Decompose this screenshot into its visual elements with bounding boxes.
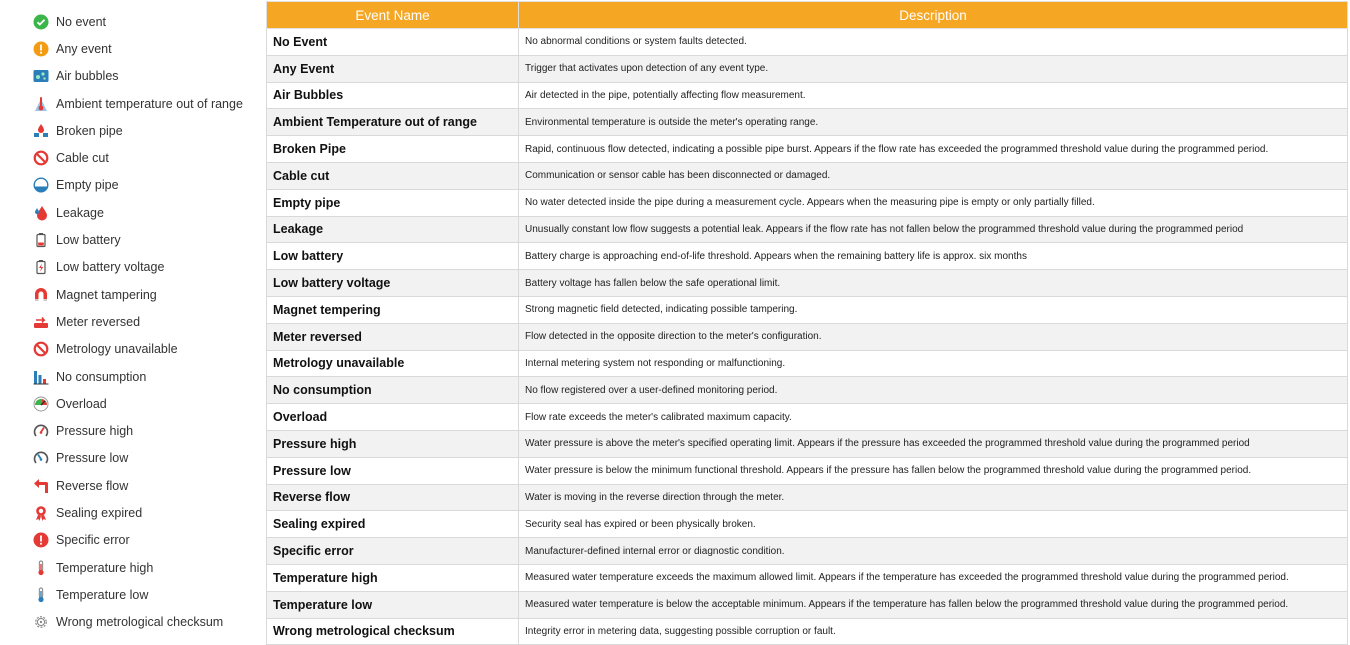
legend-label: Specific error — [56, 533, 130, 548]
legend-item — [0, 8, 260, 35]
table-row — [267, 216, 1348, 243]
table-row — [267, 29, 1348, 56]
legend-item — [0, 472, 260, 499]
icon-legend — [0, 8, 260, 636]
event-description-cell: Water pressure is above the meter's specified operating limit. Appears if the pressure has exceeded the programmed threshold value during the programmed period — [519, 430, 1348, 457]
event-description-cell: Trigger that activates upon detection of any event type. — [519, 55, 1348, 82]
events-table — [266, 1, 1348, 645]
event-description-cell: No water detected inside the pipe during a measurement cycle. Appears when the measuring pipe is empty or only partially filled. — [519, 189, 1348, 216]
event-description-cell: Water is moving in the reverse direction through the meter. — [519, 484, 1348, 511]
table-row — [267, 162, 1348, 189]
legend-item — [0, 363, 260, 390]
header-description: Description — [519, 2, 1348, 29]
leakage-icon — [33, 205, 49, 221]
table-row — [267, 404, 1348, 431]
event-description-cell: No flow registered over a user-defined monitoring period. — [519, 377, 1348, 404]
thermometer-icon — [33, 560, 49, 576]
legend-label: Overload — [56, 396, 107, 411]
legend-label: Air bubbles — [56, 69, 119, 84]
legend-label: Ambient temperature out of range — [56, 96, 243, 111]
legend-item — [0, 144, 260, 171]
table-row — [267, 377, 1348, 404]
legend-label: Metrology unavailable — [56, 342, 178, 357]
low-battery-icon — [33, 232, 49, 248]
pressure-gauge-icon — [33, 450, 49, 466]
event-name-cell: Meter reversed — [267, 323, 519, 350]
event-name-cell: Temperature low — [267, 591, 519, 618]
event-description-cell: Manufacturer-defined internal error or diagnostic condition. — [519, 538, 1348, 565]
event-description-cell: Measured water temperature is below the acceptable minimum. Appears if the temperature has fallen below the programmed threshold value during the programmed period. — [519, 591, 1348, 618]
event-description-cell: Rapid, continuous flow detected, indicating a possible pipe burst. Appears if the flow rate has exceeded the programmed threshold value during the programmed period. — [519, 136, 1348, 163]
event-description-cell: Internal metering system not responding or malfunctioning. — [519, 350, 1348, 377]
legend-label: Reverse flow — [56, 478, 129, 493]
legend-item — [0, 527, 260, 554]
event-name-cell: Overload — [267, 404, 519, 431]
table-row — [267, 618, 1348, 645]
event-name-cell: Ambient Temperature out of range — [267, 109, 519, 136]
table-row — [267, 82, 1348, 109]
broken-pipe-icon — [33, 123, 49, 139]
table-row — [267, 243, 1348, 270]
legend-item — [0, 308, 260, 335]
exclamation-circle-icon — [33, 532, 49, 548]
legend-item — [0, 445, 260, 472]
event-description-cell: Security seal has expired or been physically broken. — [519, 511, 1348, 538]
empty-pipe-icon — [33, 177, 49, 193]
table-row — [267, 270, 1348, 297]
legend-item — [0, 117, 260, 144]
legend-item — [0, 554, 260, 581]
legend-item — [0, 254, 260, 281]
reverse-arrow-icon — [33, 478, 49, 494]
event-name-cell: Specific error — [267, 538, 519, 565]
legend-item — [0, 417, 260, 444]
table-row — [267, 591, 1348, 618]
event-name-cell: Low battery — [267, 243, 519, 270]
event-name-cell: No Event — [267, 29, 519, 56]
bar-chart-icon — [33, 369, 49, 385]
event-description-cell: Unusually constant low flow suggests a potential leak. Appears if the flow rate has not fallen below the programmed threshold value during the programmed period — [519, 216, 1348, 243]
table-row — [267, 457, 1348, 484]
ambient-temperature-icon — [33, 96, 49, 112]
table-row — [267, 296, 1348, 323]
table-row — [267, 538, 1348, 565]
gear-icon — [33, 614, 49, 630]
gauge-icon — [33, 396, 49, 412]
legend-item — [0, 35, 260, 62]
legend-item — [0, 199, 260, 226]
event-description-cell: No abnormal conditions or system faults detected. — [519, 29, 1348, 56]
table-row — [267, 109, 1348, 136]
table-row — [267, 189, 1348, 216]
event-name-cell: Reverse flow — [267, 484, 519, 511]
event-name-cell: Broken Pipe — [267, 136, 519, 163]
event-description-cell: Battery charge is approaching end-of-life threshold. Appears when the remaining battery life is approx. six months — [519, 243, 1348, 270]
event-description-cell: Environmental temperature is outside the meter's operating range. — [519, 109, 1348, 136]
legend-label: Pressure high — [56, 424, 134, 439]
table-row — [267, 430, 1348, 457]
event-description-cell: Strong magnetic field detected, indicating possible tampering. — [519, 296, 1348, 323]
event-name-cell: Metrology unavailable — [267, 350, 519, 377]
event-description-cell: Integrity error in metering data, suggesting possible corruption or fault. — [519, 618, 1348, 645]
event-name-cell: Cable cut — [267, 162, 519, 189]
legend-label: Temperature high — [56, 560, 154, 575]
exclamation-circle-icon — [33, 41, 49, 57]
event-name-cell: Pressure low — [267, 457, 519, 484]
event-name-cell: Low battery voltage — [267, 270, 519, 297]
legend-label: Pressure low — [56, 451, 129, 466]
header-event-name: Event Name — [267, 2, 519, 29]
legend-label: Meter reversed — [56, 314, 141, 329]
low-battery-voltage-icon — [33, 259, 49, 275]
table-header-row — [267, 2, 1348, 29]
table-row — [267, 136, 1348, 163]
event-description-cell: Communication or sensor cable has been disconnected or damaged. — [519, 162, 1348, 189]
legend-item — [0, 499, 260, 526]
legend-item — [0, 226, 260, 253]
legend-label: Broken pipe — [56, 123, 123, 138]
legend-item — [0, 336, 260, 363]
event-name-cell: Magnet tempering — [267, 296, 519, 323]
legend-label: Empty pipe — [56, 178, 119, 193]
legend-item — [0, 90, 260, 117]
event-description-cell: Air detected in the pipe, potentially affecting flow measurement. — [519, 82, 1348, 109]
air-bubbles-icon — [33, 68, 49, 84]
legend-label: Any event — [56, 41, 112, 56]
event-name-cell: Temperature high — [267, 564, 519, 591]
event-name-cell: Wrong metrological checksum — [267, 618, 519, 645]
magnet-icon — [33, 287, 49, 303]
event-name-cell: Air Bubbles — [267, 82, 519, 109]
event-description-cell: Flow rate exceeds the meter's calibrated maximum capacity. — [519, 404, 1348, 431]
legend-label: Leakage — [56, 205, 104, 220]
legend-label: Wrong metrological checksum — [56, 615, 224, 630]
legend-item — [0, 581, 260, 608]
event-description-cell: Water pressure is below the minimum functional threshold. Appears if the pressure has fallen below the programmed threshold value during the programmed period. — [519, 457, 1348, 484]
legend-label: Low battery voltage — [56, 260, 165, 275]
seal-icon — [33, 505, 49, 521]
legend-item — [0, 172, 260, 199]
table-row — [267, 564, 1348, 591]
legend-label: Magnet tampering — [56, 287, 157, 302]
table-row — [267, 350, 1348, 377]
prohibited-icon — [33, 150, 49, 166]
legend-label: Sealing expired — [56, 505, 143, 520]
legend-label: No consumption — [56, 369, 147, 384]
table-row — [267, 323, 1348, 350]
event-description-cell: Battery voltage has fallen below the safe operational limit. — [519, 270, 1348, 297]
legend-item — [0, 390, 260, 417]
legend-label: No event — [56, 14, 107, 29]
event-name-cell: No consumption — [267, 377, 519, 404]
event-description-cell: Measured water temperature exceeds the maximum allowed limit. Appears if the temperature has exceeded the programmed threshold value during the programmed period. — [519, 564, 1348, 591]
event-name-cell: Empty pipe — [267, 189, 519, 216]
meter-reversed-icon — [33, 314, 49, 330]
legend-item — [0, 281, 260, 308]
event-description-cell: Flow detected in the opposite direction to the meter's configuration. — [519, 323, 1348, 350]
event-name-cell: Pressure high — [267, 430, 519, 457]
pressure-gauge-icon — [33, 423, 49, 439]
legend-item — [0, 609, 260, 636]
prohibited-icon — [33, 341, 49, 357]
event-name-cell: Any Event — [267, 55, 519, 82]
event-name-cell: Sealing expired — [267, 511, 519, 538]
legend-label: Cable cut — [56, 151, 109, 166]
legend-label: Temperature low — [56, 587, 149, 602]
check-circle-icon — [33, 14, 49, 30]
event-name-cell: Leakage — [267, 216, 519, 243]
legend-label: Low battery — [56, 233, 121, 248]
table-row — [267, 511, 1348, 538]
table-row — [267, 55, 1348, 82]
legend-item — [0, 63, 260, 90]
table-row — [267, 484, 1348, 511]
thermometer-icon — [33, 587, 49, 603]
